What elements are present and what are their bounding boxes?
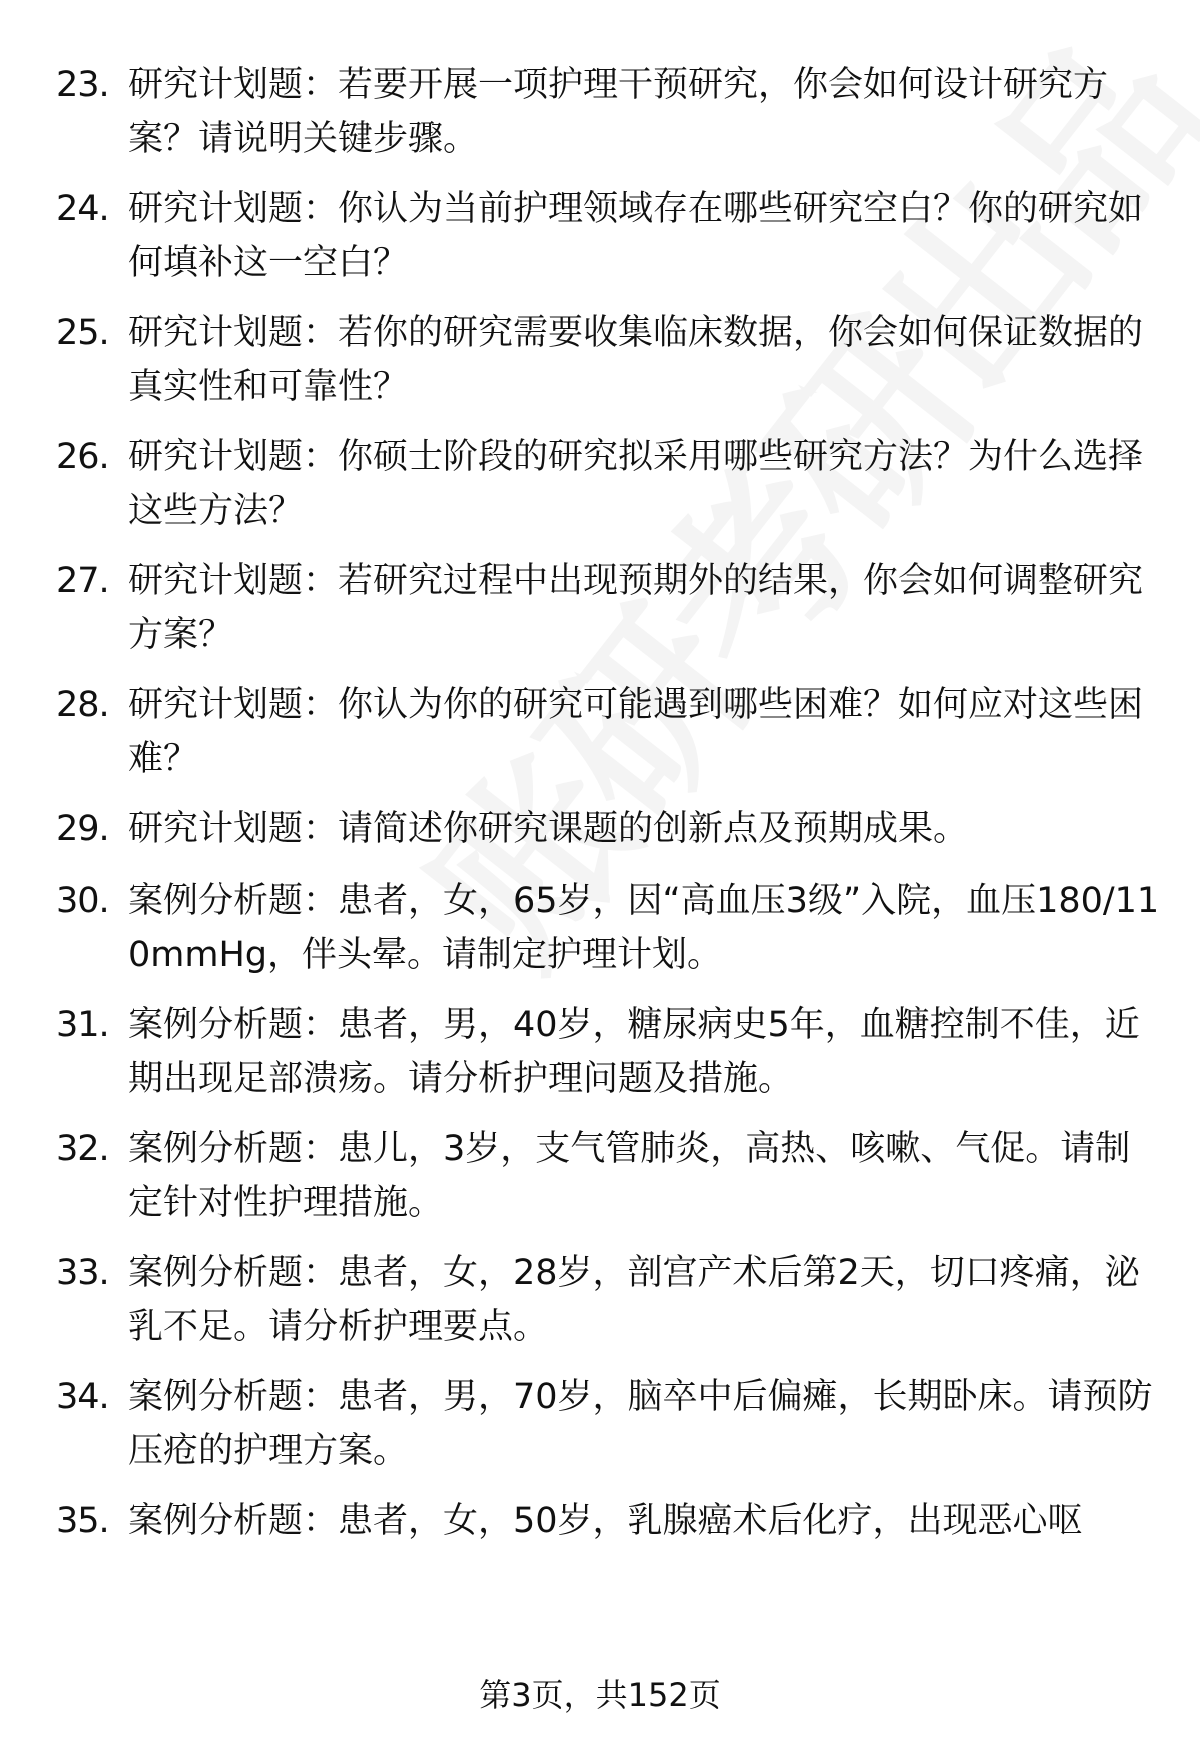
question-item — [0, 554, 1200, 678]
question-item — [0, 1370, 1200, 1494]
question-text: 研究计划题：若要开展一项护理干预研究，你会如何设计研究方案？请说明关键步骤。 — [128, 65, 1109, 159]
question-number: 32. — [56, 1129, 109, 1169]
question-item — [0, 1494, 1200, 1618]
question-text: 案例分析题：患者，女，65岁，因“高血压3级”入院，血压180/110mmHg，伴头晕。请制定护理计划。 — [128, 881, 1160, 975]
question-text: 研究计划题：若研究过程中出现预期外的结果，你会如何调整研究方案？ — [128, 561, 1144, 655]
question-number: 34. — [56, 1377, 109, 1417]
question-text: 案例分析题：患儿，3岁，支气管肺炎，高热、咳嗽、气促。请制定针对性护理措施。 — [128, 1129, 1131, 1223]
question-number: 33. — [56, 1253, 109, 1293]
question-item — [0, 430, 1200, 554]
question-text: 案例分析题：患者，男，40岁，糖尿病史5年，血糖控制不佳，近期出现足部溃疡。请分析护理问题及措施。 — [128, 1005, 1140, 1099]
question-number: 24. — [56, 189, 109, 229]
question-item — [0, 182, 1200, 306]
page-footer — [0, 1672, 1200, 1718]
question-number: 26. — [56, 437, 109, 477]
question-list — [0, 58, 1200, 1618]
question-text: 研究计划题：你认为当前护理领域存在哪些研究空白？你的研究如何填补这一空白？ — [128, 189, 1144, 283]
question-item — [0, 678, 1200, 802]
question-number: 30. — [56, 881, 109, 921]
question-number: 23. — [56, 65, 109, 105]
question-number: 28. — [56, 685, 109, 725]
question-text: 研究计划题：你认为你的研究可能遇到哪些困难？如何应对这些困难？ — [128, 685, 1144, 779]
question-text: 案例分析题：患者，女，50岁，乳腺癌术后化疗，出现恶心呕 — [128, 1501, 1083, 1541]
question-text: 案例分析题：患者，女，28岁，剖宫产术后第2天，切口疼痛，泌乳不足。请分析护理要点。 — [128, 1253, 1140, 1347]
question-item — [0, 998, 1200, 1122]
question-number: 25. — [56, 313, 109, 353]
question-number: 29. — [56, 809, 109, 849]
question-text: 案例分析题：患者，男，70岁，脑卒中后偏瘫，长期卧床。请预防压疮的护理方案。 — [128, 1377, 1153, 1471]
question-item — [0, 1246, 1200, 1370]
question-text: 研究计划题：若你的研究需要收集临床数据，你会如何保证数据的真实性和可靠性？ — [128, 313, 1144, 407]
question-number: 35. — [56, 1501, 109, 1541]
question-item — [0, 874, 1200, 998]
question-item — [0, 1122, 1200, 1246]
question-number: 27. — [56, 561, 109, 601]
question-number: 31. — [56, 1005, 109, 1045]
question-text: 研究计划题：你硕士阶段的研究拟采用哪些研究方法？为什么选择这些方法？ — [128, 437, 1144, 531]
question-item — [0, 802, 1200, 874]
question-item — [0, 306, 1200, 430]
page-number-label: 第3页，共152页 — [479, 1676, 721, 1714]
question-text: 研究计划题：请简述你研究课题的创新点及预期成果。 — [128, 809, 969, 849]
question-item — [0, 58, 1200, 182]
